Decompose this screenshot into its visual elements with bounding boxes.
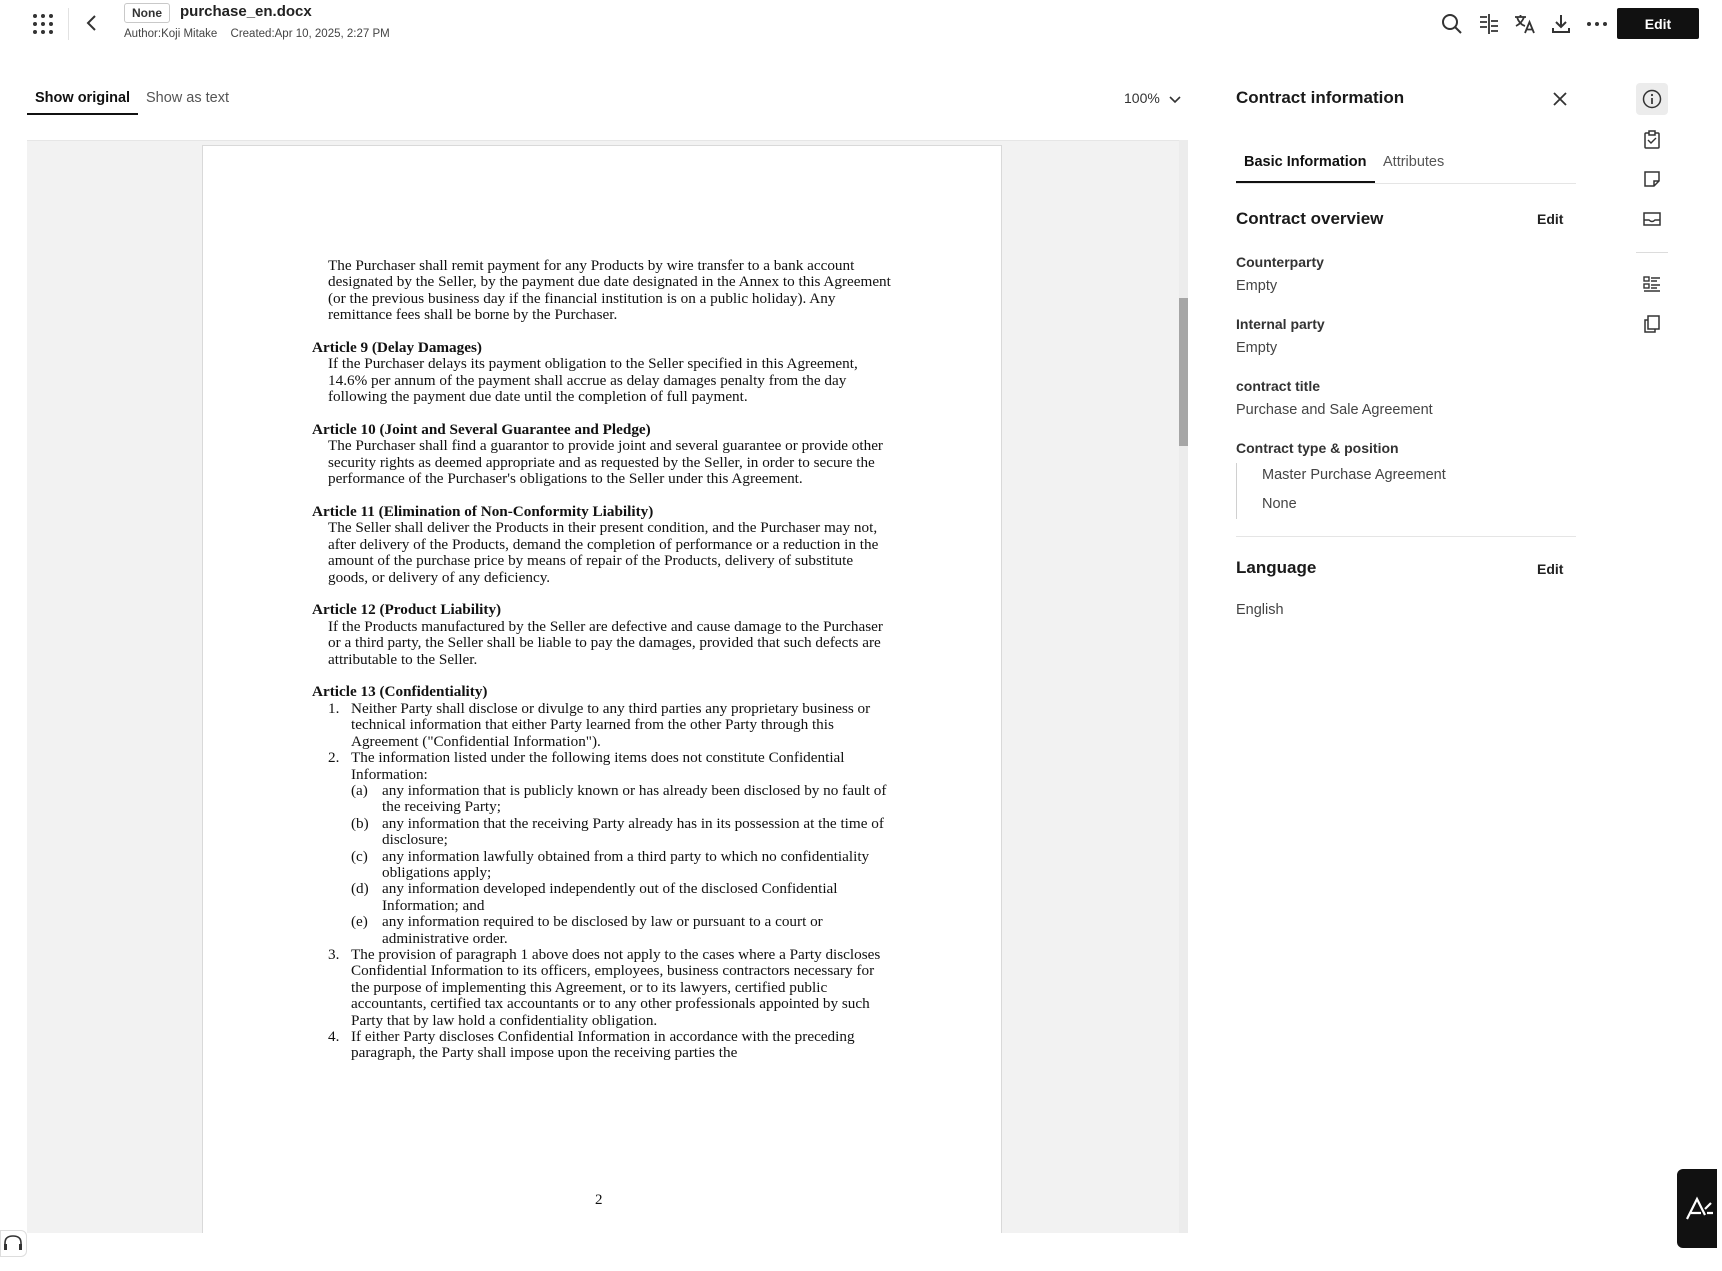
section-divider (1236, 536, 1576, 537)
lettered-item (312, 816, 892, 849)
item-text: The information listed under the following items does not constitute Confidential Information: (351, 749, 845, 783)
top-header (0, 0, 1722, 50)
back-chevron-icon[interactable] (82, 12, 102, 34)
contract-overview-title: Contract overview (1236, 209, 1384, 228)
item-letter: (d) (351, 880, 369, 898)
inbox-icon[interactable] (1636, 203, 1668, 235)
compare-icon[interactable] (1477, 12, 1501, 36)
active-tab-indicator (1236, 181, 1375, 183)
numbered-item (312, 701, 892, 750)
paragraph: The Purchaser shall remit payment for any Products by wire transfer to a bank account designated by the Seller, by the payment due date designated in the Annex to this Agreement (or the previous business day if the financial institution is on a public holiday). Any remittance fees shall be borne by the Purchaser. (328, 257, 891, 324)
item-number: 1. (328, 699, 340, 717)
info-icon[interactable] (1636, 83, 1668, 115)
language-title: Language (1236, 558, 1317, 577)
tab-basic-information[interactable]: Basic Information (1244, 154, 1367, 170)
language-value: English (1236, 602, 1284, 618)
document-text (312, 258, 892, 1062)
internal-party-value: Empty (1236, 340, 1278, 356)
header-divider (68, 8, 69, 40)
ai-assistant-button[interactable] (1677, 1169, 1717, 1248)
contract-position-value: None (1262, 496, 1297, 512)
edit-language-button[interactable]: Edit (1537, 561, 1564, 577)
numbered-item (312, 750, 892, 783)
more-icon[interactable] (1585, 12, 1609, 36)
item-number: 2. (328, 749, 340, 767)
item-text: any information that is publicly known or has already been disclosed by no fault of the receiving Party; (382, 781, 887, 816)
article-heading: Article 10 (Joint and Several Guarantee and Pledge) (312, 421, 651, 439)
download-icon[interactable] (1549, 12, 1573, 36)
article-heading: Article 11 (Elimination of Non-Conformity Liability) (312, 503, 654, 521)
counterparty-label: Counterparty (1236, 254, 1324, 270)
item-letter: (c) (351, 847, 368, 865)
author-meta: Author:Koji Mitake (124, 28, 218, 40)
contract-type-group (1236, 463, 1476, 519)
tab-attributes[interactable]: Attributes (1383, 154, 1445, 170)
zoom-value: 100% (1124, 90, 1160, 106)
note-icon[interactable] (1636, 163, 1668, 195)
translate-icon[interactable] (1513, 12, 1537, 36)
item-letter: (e) (351, 913, 368, 931)
item-number: 3. (328, 945, 340, 963)
rail-divider (1636, 252, 1668, 253)
lettered-item (312, 783, 892, 816)
paragraph: The Purchaser shall find a guarantor to provide joint and several guarantee or provide other security rights as deemed appropriate and as requested by the Seller, in order to secure the performance of the Purchaser's obligations to the Seller under this Agreement. (328, 437, 883, 488)
contract-type-label: Contract type & position (1236, 440, 1399, 456)
clipboard-icon[interactable] (1636, 123, 1668, 155)
search-icon[interactable] (1440, 12, 1464, 36)
numbered-item (312, 947, 892, 1029)
lettered-item (312, 881, 892, 914)
item-text: any information developed independently out of the disclosed Confidential Information; and (382, 880, 838, 914)
page-number: 2 (595, 1192, 603, 1208)
zoom-select[interactable] (1124, 90, 1160, 106)
internal-party-label: Internal party (1236, 316, 1325, 332)
tab-show-as-text[interactable]: Show as text (146, 90, 230, 106)
contract-title-value: Purchase and Sale Agreement (1236, 402, 1433, 418)
panel-title: Contract information (1236, 88, 1405, 107)
close-icon[interactable] (1550, 89, 1570, 109)
paragraph: The Seller shall deliver the Products in their present condition, and the Purchaser may not, after delivery of the Products, demand the completion of performance or a reduction in the amount of the purchase price by means of repair of the Products, delivery of substitute goods, or delivery of any deficiency. (328, 519, 879, 586)
item-text: any information lawfully obtained from a third party to which no confidentiality obligations apply; (382, 847, 870, 881)
copy-document-icon[interactable] (1636, 308, 1668, 340)
paragraph: If the Purchaser delays its payment obligation to the Seller specified in this Agreement, 14.6% per annum of the payment shall accrue as delay damages penalty from the day following the payment due date until the completion of full payment. (328, 355, 858, 406)
file-name: purchase_en.docx (180, 3, 312, 20)
edit-overview-button[interactable]: Edit (1537, 211, 1564, 227)
article-heading: Article 12 (Product Liability) (312, 601, 502, 619)
article-heading: Article 9 (Delay Damages) (312, 339, 482, 357)
counterparty-value: Empty (1236, 278, 1278, 294)
lettered-item (312, 914, 892, 947)
active-tab-indicator (27, 113, 138, 115)
panel-tabs (1236, 154, 1576, 184)
item-text: any information required to be disclosed by law or pursuant to a court or administrative order. (382, 913, 823, 947)
item-text: If either Party discloses Confidential Information in accordance with the preceding paragraph, the Party shall impose upon the receiving parties the (351, 1028, 855, 1062)
assistant-logo-icon (1677, 1169, 1717, 1248)
edit-document-button[interactable]: Edit (1617, 8, 1699, 39)
article-heading: Article 13 (Confidentiality) (312, 683, 488, 701)
lettered-item (312, 849, 892, 882)
apps-grid-icon[interactable] (32, 13, 54, 35)
contract-title-label: contract title (1236, 378, 1321, 394)
paragraph: If the Products manufactured by the Seller are defective and cause damage to the Purchaser or a third party, the Seller shall be liable to pay the damages, provided that such defects are attributable to the Seller. (328, 617, 883, 668)
contract-type-value: Master Purchase Agreement (1262, 467, 1446, 483)
file-meta (124, 28, 400, 40)
chevron-down-icon (1168, 92, 1182, 106)
tab-show-original[interactable]: Show original (35, 90, 131, 106)
viewer-scrollbar[interactable] (1179, 140, 1188, 1233)
support-headset-icon[interactable] (0, 1230, 27, 1257)
item-letter: (b) (351, 814, 369, 832)
status-tag: None (124, 3, 170, 23)
numbered-item (312, 1029, 892, 1062)
item-text: Neither Party shall disclose or divulge to any third parties any proprietary business or technical information that either Party learned from the other Party through this Agreement ("Confidential Information"). (351, 699, 871, 750)
checklist-icon[interactable] (1636, 268, 1668, 300)
item-text: any information that the receiving Party already has in its possession at the time of disclosure; (382, 814, 884, 849)
item-text: The provision of paragraph 1 above does not apply to the cases where a Party discloses Confidential Information to its officers, employees, business contractors necessary for the purpose of implementing this Agreement, or to its lawyers, certified public accountants, certified tax accountants or to any other professionals appointed by such Party that by law hold a confidentiality obligation. (351, 945, 881, 1029)
scrollbar-thumb[interactable] (1179, 298, 1188, 446)
item-number: 4. (328, 1028, 340, 1046)
created-meta: Created:Apr 10, 2025, 2:27 PM (230, 28, 390, 40)
item-letter: (a) (351, 781, 368, 799)
